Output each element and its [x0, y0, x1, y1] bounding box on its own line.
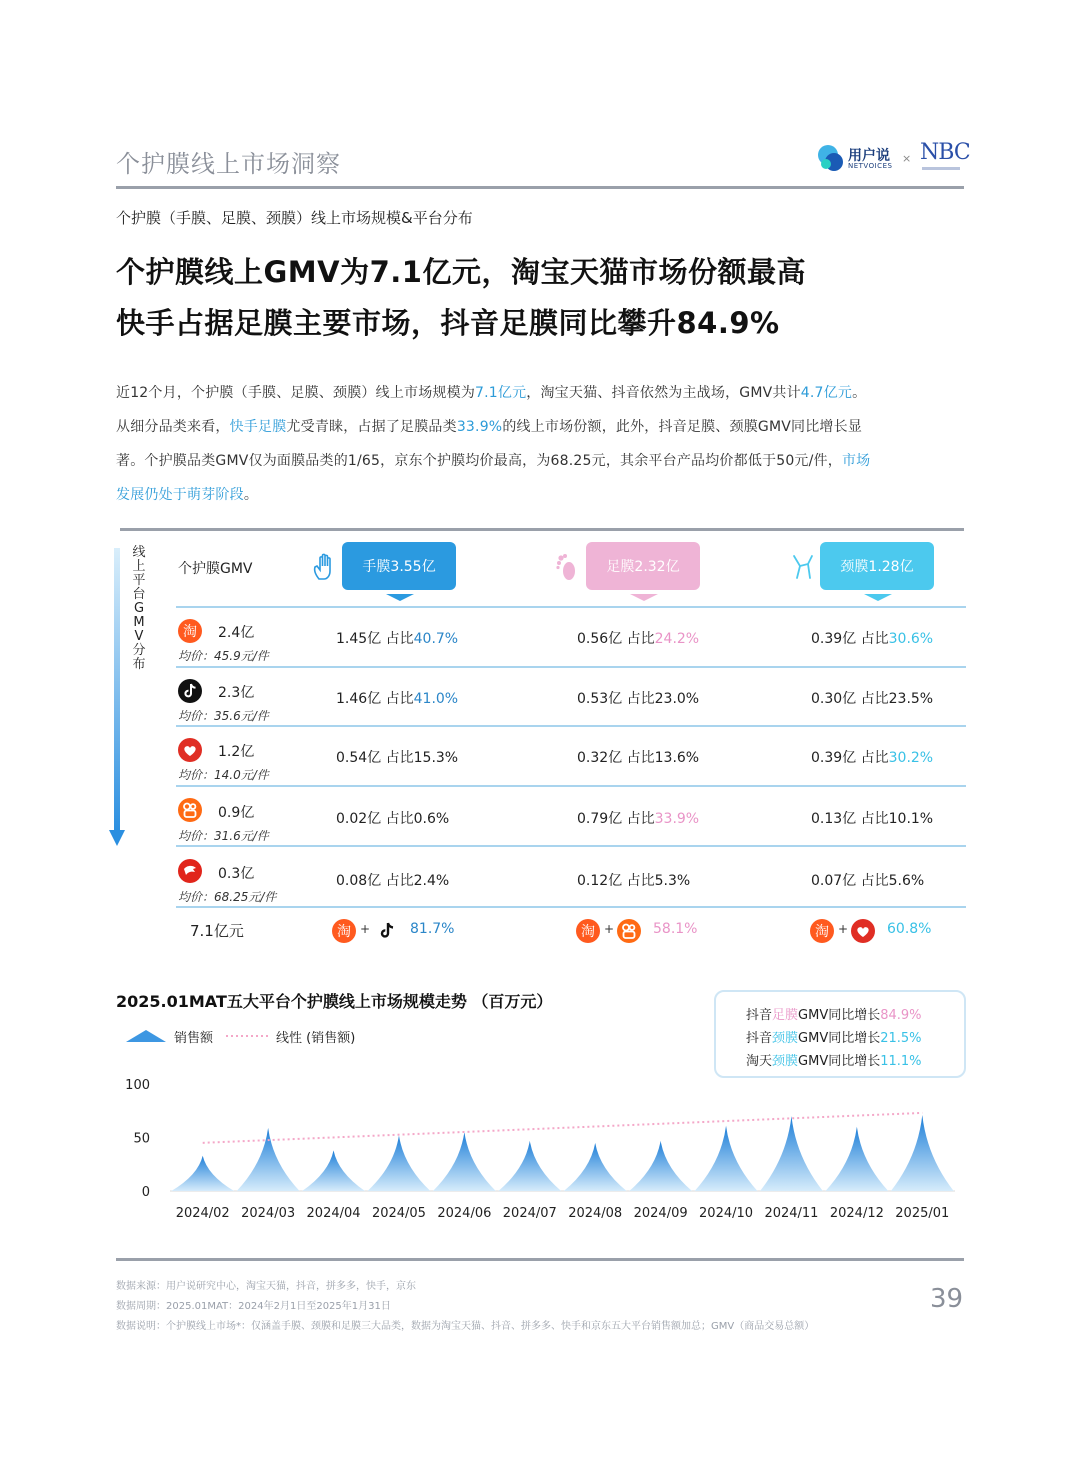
category-hand-mask: 手膜3.55亿 — [342, 542, 456, 590]
y-tick-label: 100 — [125, 1078, 150, 1093]
table-cell: 0.54亿 占比15.3% — [336, 750, 459, 766]
table-top-divider — [120, 528, 964, 531]
brand-logos — [816, 140, 970, 180]
plus-sign: + — [838, 922, 849, 936]
platform-avg-price: 均价：31.6元/件 — [178, 829, 269, 843]
svg-text:淘: 淘 — [337, 924, 351, 940]
gmv-column-header: 个护膜GMV — [178, 561, 253, 577]
sales-peak — [695, 1126, 758, 1191]
taobao-icon — [810, 919, 834, 943]
combo-share: 60.8% — [887, 921, 932, 937]
svg-text:淘: 淘 — [581, 924, 595, 940]
table-cell: 0.08亿 占比2.4% — [336, 873, 450, 889]
x-tick-label: 2024/10 — [699, 1206, 754, 1221]
foot-icon — [552, 552, 582, 582]
growth-line-1: 抖音足膜GMV同比增长84.9% — [746, 1008, 922, 1023]
platform-total: 1.2亿 — [218, 744, 255, 760]
jd-icon — [178, 859, 202, 883]
x-tick-label: 2024/02 — [175, 1206, 230, 1221]
pinduoduo-icon — [178, 738, 202, 762]
summary-paragraph-line-1: 近12个月，个护膜（手膜、足膜、颈膜）线上市场规模为7.1亿元，淘宝天猫、抖音依然为主战场，GMV共计4.7亿元。 — [116, 385, 867, 401]
platform-total: 2.3亿 — [218, 685, 255, 701]
footer-divider — [116, 1258, 964, 1261]
x-tick-label: 2024/09 — [633, 1206, 688, 1221]
linear-trend-line — [203, 1113, 923, 1143]
table-cell: 1.45亿 占比40.7% — [336, 631, 459, 647]
table-cell: 0.30亿 占比23.5% — [811, 691, 934, 707]
growth-line-3: 淘天颈膜GMV同比增长11.1% — [746, 1054, 922, 1069]
x-tick-label: 2024/11 — [764, 1206, 819, 1221]
sales-peak — [433, 1132, 496, 1191]
pinduoduo-icon — [851, 919, 875, 943]
platform-avg-price: 均价：45.9元/件 — [178, 649, 269, 663]
sales-peak — [891, 1115, 954, 1191]
table-row-divider — [176, 845, 966, 847]
logo-sub-text: NETVOICES — [848, 162, 893, 170]
summary-paragraph-line-4: 发展仍处于萌芽阶段。 — [116, 487, 259, 503]
douyin-icon — [178, 679, 202, 703]
table-cell: 0.39亿 占比30.6% — [811, 631, 934, 647]
headline-line-2: 快手占据足膜主要市场，抖音足膜同比攀升84.9% — [116, 306, 780, 340]
platform-total: 0.9亿 — [218, 805, 255, 821]
logo-main-text: 用户说 — [848, 148, 890, 164]
down-arrow-icon — [109, 548, 125, 848]
table-cell: 0.12亿 占比5.3% — [577, 873, 691, 889]
sales-peak — [368, 1135, 431, 1191]
footer-note: 数据说明：个护膜线上市场*：仅涵盖手膜、颈膜和足膜三大品类，数据为淘宝天猫、抖音、拼多多、快手和京东五大平台销售额加总；GMV（商品交易总额） — [116, 1321, 815, 1332]
x-tick-label: 2024/05 — [371, 1206, 426, 1221]
table-cell: 0.79亿 占比33.9% — [577, 811, 700, 827]
legend-sales-label: 销售额 — [174, 1031, 214, 1046]
headline-line-1: 个护膜线上GMV为7.1亿元，淘宝天猫市场份额最高 — [116, 255, 806, 289]
footer-period: 数据周期：2025.01MAT：2024年2月1日至2025年1月31日 — [116, 1301, 391, 1312]
kuaishou-icon — [178, 798, 202, 822]
growth-line-2: 抖音颈膜GMV同比增长21.5% — [746, 1031, 922, 1046]
legend-trend-swatch-icon — [226, 1034, 270, 1038]
table-row-divider — [176, 606, 966, 608]
page-number: 39 — [930, 1284, 964, 1314]
taobao-icon — [332, 919, 356, 943]
table-cell: 0.39亿 占比30.2% — [811, 750, 934, 766]
x-tick-label: 2024/12 — [829, 1206, 884, 1221]
platform-total: 2.4亿 — [218, 625, 255, 641]
taobao-icon — [576, 919, 600, 943]
x-tick-label: 2024/06 — [437, 1206, 492, 1221]
x-tick-label: 2024/08 — [568, 1206, 623, 1221]
summary-paragraph-line-3: 著。个护膜品类GMV仅为面膜品类的1/65，京东个护膜均价最高，为68.25元，其余平台产品均价都低于50元/件，市场 — [116, 453, 871, 469]
footer-source: 数据来源：用户说研究中心，淘宝天猫，抖音，拼多多，快手，京东 — [116, 1281, 416, 1292]
sales-peak — [629, 1141, 692, 1191]
table-row-divider — [176, 666, 966, 668]
section-subtitle: 个护膜（手膜、足膜、颈膜）线上市场规模&平台分布 — [116, 209, 473, 227]
table-cell: 1.46亿 占比41.0% — [336, 691, 459, 707]
summary-paragraph-line-2: 从细分品类来看，快手足膜尤受青睐，占据了足膜品类33.9%的线上市场份额，此外，抖音足膜、颈膜GMV同比增长显 — [116, 419, 863, 435]
table-row-divider — [176, 785, 966, 787]
category-neck-mask: 颈膜1.28亿 — [820, 542, 934, 590]
nbc-logo-text: NBC — [920, 140, 970, 165]
header-divider — [116, 186, 964, 189]
kuaishou-icon — [617, 919, 641, 943]
x-tick-label: 2024/03 — [241, 1206, 296, 1221]
neck-icon — [788, 552, 818, 582]
y-tick-label: 0 — [141, 1185, 150, 1200]
table-row-divider — [176, 906, 966, 908]
combo-share: 58.1% — [653, 921, 698, 937]
platform-total: 0.3亿 — [218, 866, 255, 882]
table-cell: 0.53亿 占比23.0% — [577, 691, 700, 707]
category-foot-mask: 足膜2.32亿 — [586, 542, 700, 590]
logo-separator: × — [902, 152, 912, 165]
sales-trend-chart — [110, 1070, 970, 1230]
taobao-icon — [178, 619, 202, 643]
combo-share: 81.7% — [410, 921, 455, 937]
hand-icon — [310, 552, 340, 582]
nbc-logo-underline — [922, 167, 960, 170]
table-cell: 0.13亿 占比10.1% — [811, 811, 934, 827]
overall-total: 7.1亿元 — [190, 922, 244, 940]
table-side-label: 线 上 平 台 G M V 分 布 — [132, 545, 146, 672]
category-pointer — [864, 594, 892, 601]
sales-peak — [498, 1141, 561, 1191]
trend-chart-title: 2025.01MAT五大平台个护膜线上市场规模走势 （百万元） — [116, 992, 553, 1011]
legend-trend-label: 线性 (销售额) — [276, 1031, 356, 1046]
x-tick-label: 2024/07 — [502, 1206, 557, 1221]
table-cell: 0.07亿 占比5.6% — [811, 873, 925, 889]
category-pointer — [630, 594, 658, 601]
table-cell: 0.56亿 占比24.2% — [577, 631, 700, 647]
growth-callout-box — [714, 990, 966, 1078]
table-cell: 0.02亿 占比0.6% — [336, 811, 450, 827]
platform-avg-price: 均价：35.6元/件 — [178, 709, 269, 723]
sales-peak — [171, 1156, 234, 1191]
page-header-title: 个护膜线上市场洞察 — [116, 150, 341, 178]
sales-peak — [564, 1143, 627, 1191]
sales-peak — [760, 1116, 823, 1191]
svg-text:淘: 淘 — [183, 624, 197, 640]
y-tick-label: 50 — [133, 1131, 150, 1147]
x-tick-label: 2025/01 — [895, 1206, 950, 1221]
plus-sign: + — [360, 922, 371, 936]
douyin-icon — [375, 919, 399, 943]
sales-peak — [825, 1127, 888, 1191]
x-tick-label: 2024/04 — [306, 1206, 361, 1221]
plus-sign: + — [604, 922, 615, 936]
category-pointer — [386, 594, 414, 601]
svg-text:淘: 淘 — [815, 924, 829, 940]
table-row-divider — [176, 725, 966, 727]
sales-peak — [302, 1150, 365, 1191]
netvoices-logo-icon — [816, 142, 846, 174]
table-cell: 0.32亿 占比13.6% — [577, 750, 700, 766]
platform-avg-price: 均价：68.25元/件 — [178, 890, 277, 904]
legend-area-swatch-icon — [126, 1030, 166, 1042]
sales-peak — [237, 1128, 300, 1191]
platform-avg-price: 均价：14.0元/件 — [178, 768, 269, 782]
